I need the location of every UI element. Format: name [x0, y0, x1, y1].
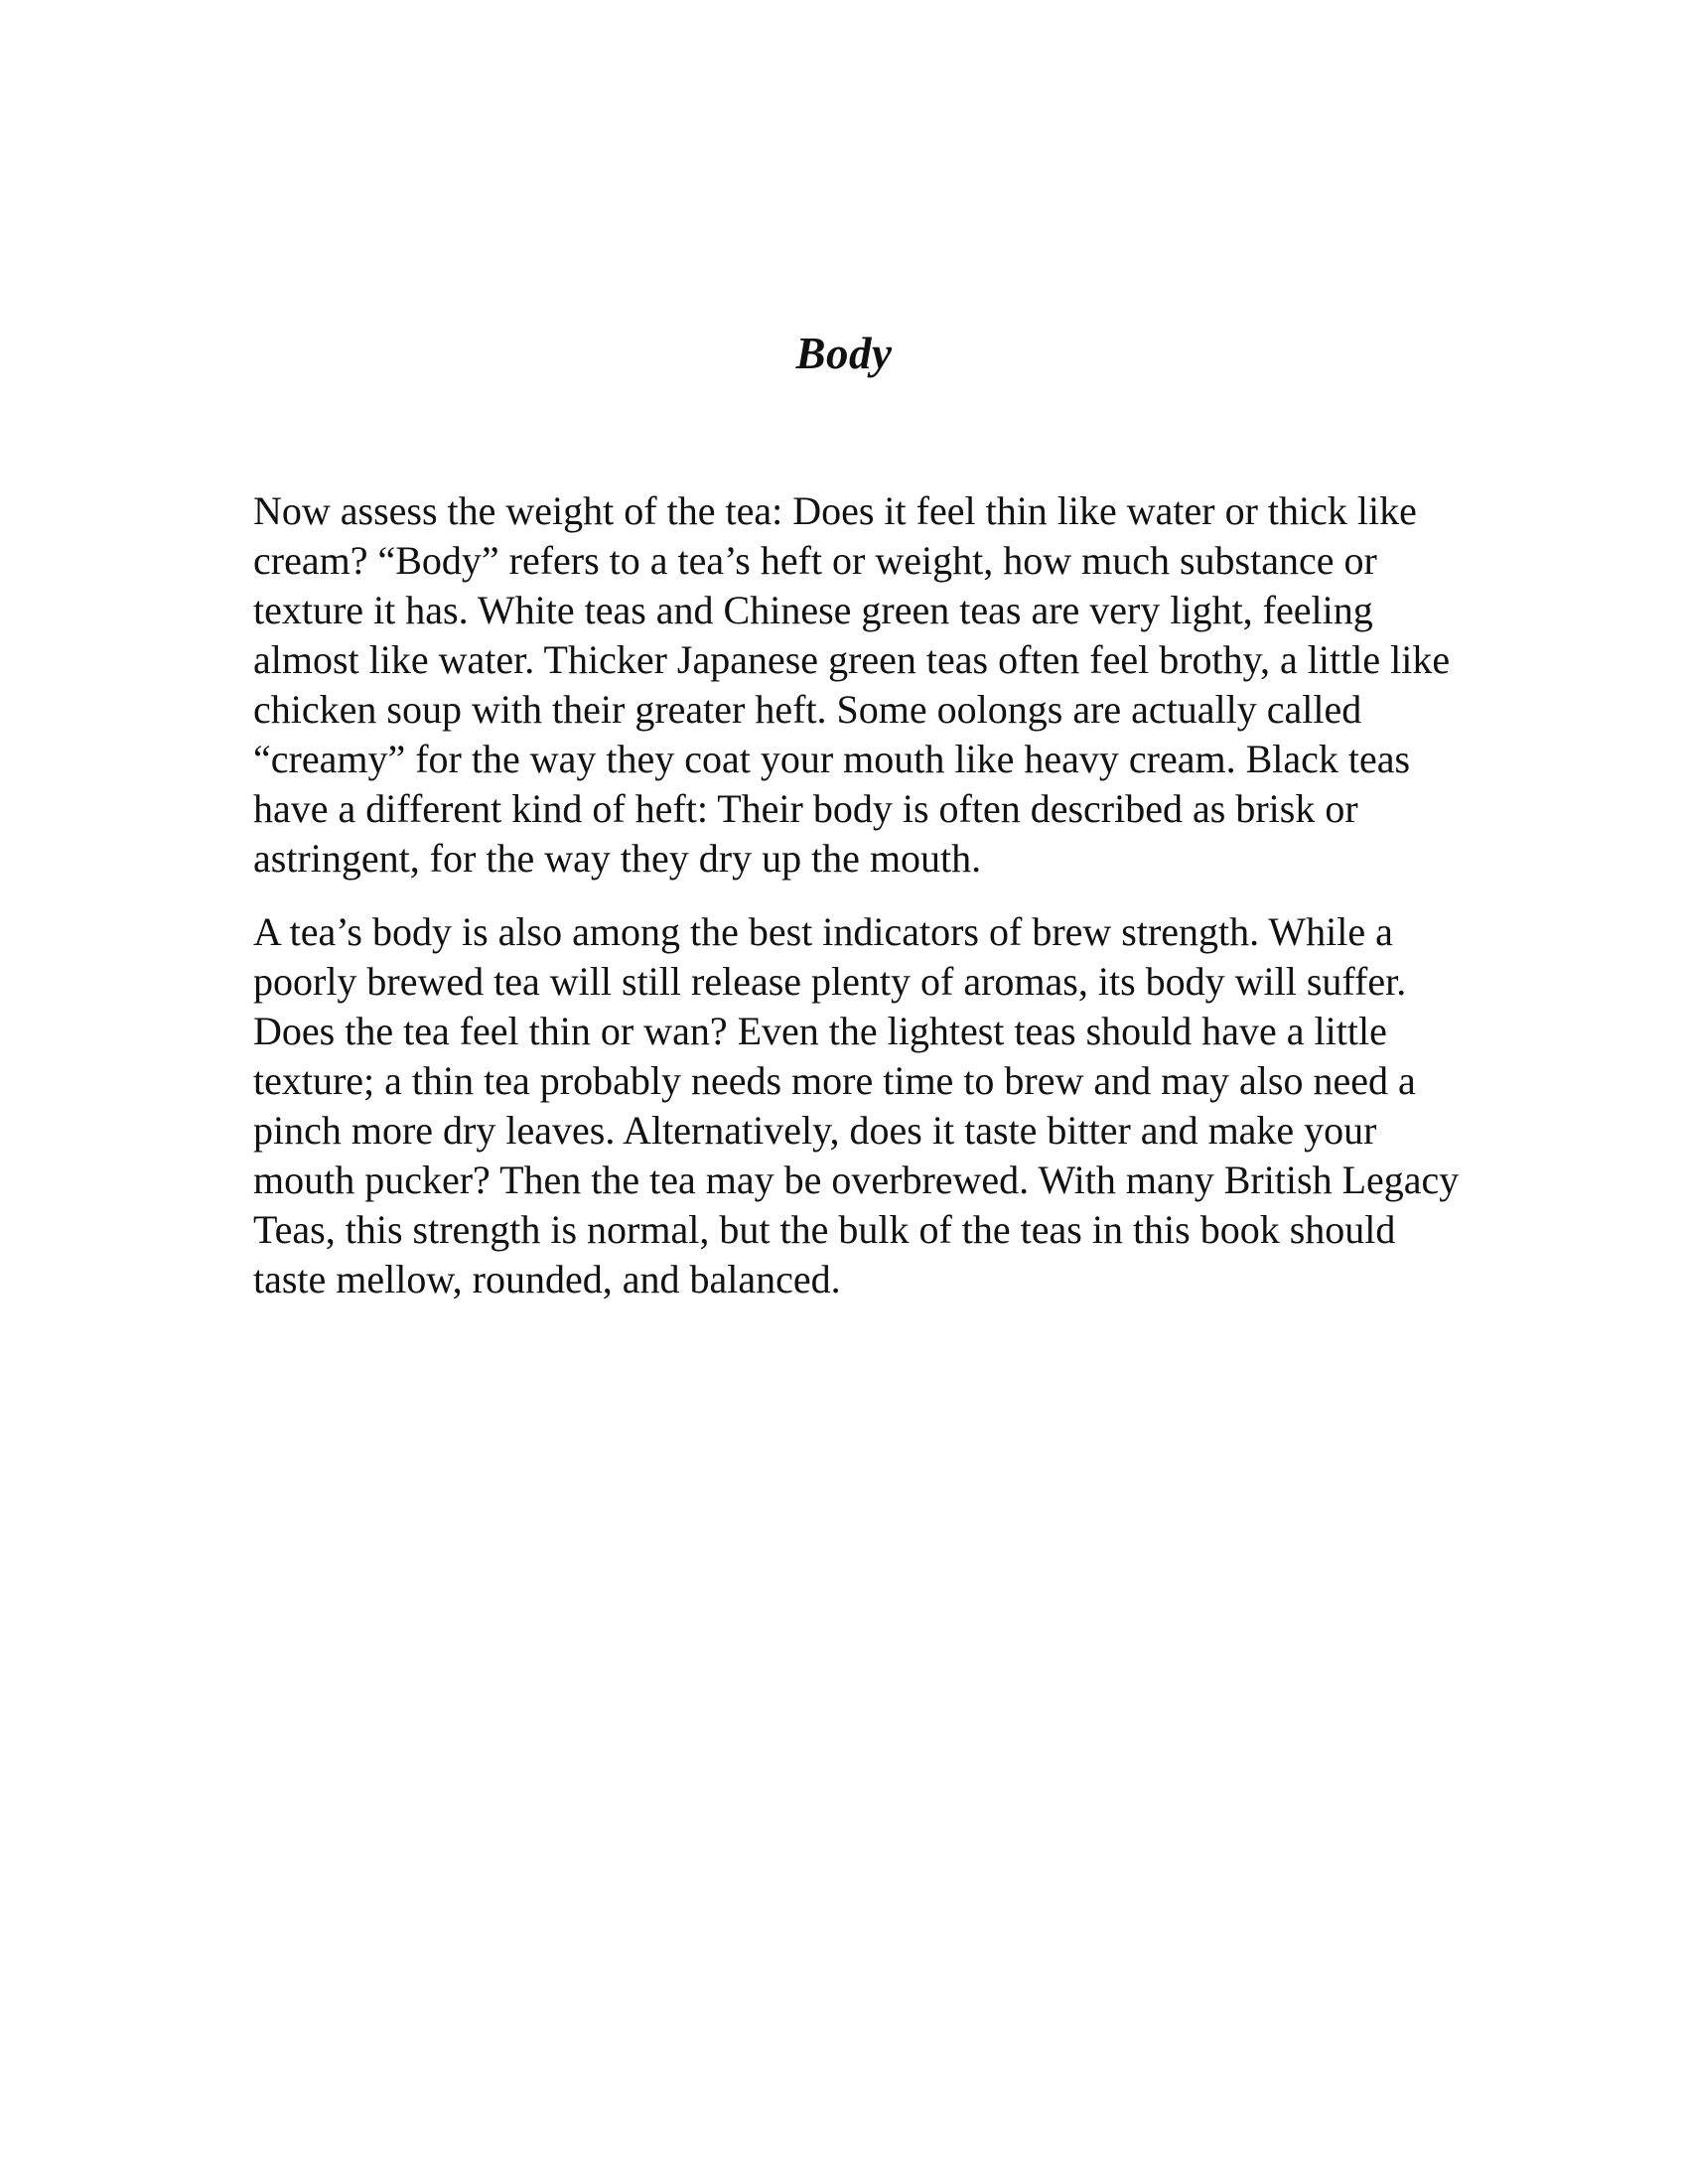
paragraph-line: “creamy” for the way they coat your mouth like heavy cream. Black teas	[253, 737, 1411, 781]
paragraph-line: astringent, for the way they dry up the mouth.	[253, 836, 982, 881]
paragraph-brew-strength	[211, 907, 1492, 1304]
section-title: Body	[795, 329, 893, 378]
paragraph-weight-assessment	[211, 486, 1492, 884]
paragraph-line: almost like water. Thicker Japanese green teas often feel brothy, a little like	[253, 637, 1451, 682]
paragraph-line: poorly brewed tea will still release plenty of aromas, its body will suffer.	[253, 959, 1407, 1004]
paragraph-line: texture it has. White teas and Chinese green teas are very light, feeling	[253, 588, 1373, 632]
paragraph-line: mouth pucker? Then the tea may be overbrewed. With many British Legacy	[253, 1158, 1460, 1202]
paragraph-line: Teas, this strength is normal, but the bulk of the teas in this book should	[253, 1207, 1396, 1252]
paragraph-line: chicken soup with their greater heft. Some oolongs are actually called	[253, 687, 1362, 732]
text-body	[211, 486, 1492, 1328]
paragraph-line: have a different kind of heft: Their body is often described as brisk or	[253, 786, 1358, 831]
paragraph-line: cream? “Body” refers to a tea’s heft or weight, how much substance or	[253, 538, 1377, 583]
paragraph-line: Now assess the weight of the tea: Does it feel thin like water or thick like	[253, 488, 1417, 533]
paragraph-line: Does the tea feel thin or wan? Even the lightest teas should have a little	[253, 1009, 1387, 1053]
paragraph-line: texture; a thin tea probably needs more time to brew and may also need a	[253, 1058, 1416, 1103]
paragraph-line: A tea’s body is also among the best indicators of brew strength. While a	[253, 909, 1393, 954]
paragraph-line: pinch more dry leaves. Alternatively, does it taste bitter and make your	[253, 1108, 1377, 1153]
paragraph-line: taste mellow, rounded, and balanced.	[253, 1257, 841, 1301]
